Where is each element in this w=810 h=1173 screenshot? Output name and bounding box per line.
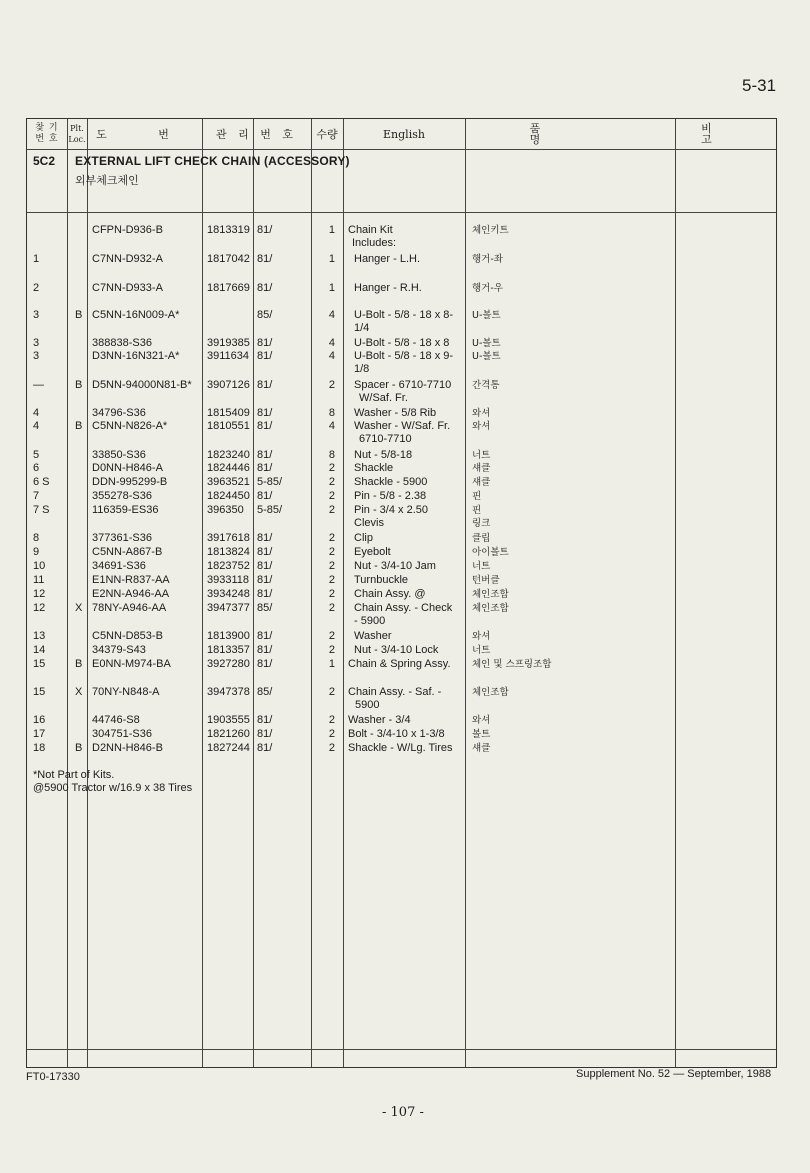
management-number: 1821260	[207, 728, 250, 740]
korean-name: 체인조합	[472, 589, 509, 600]
english-description: Clip	[354, 532, 373, 544]
model-code: 81/	[257, 253, 273, 265]
part-number: E2NN-A946-AA	[92, 588, 170, 600]
ref-no: —	[33, 379, 44, 391]
model-code: 81/	[257, 462, 273, 474]
model-code: 85/	[257, 686, 273, 698]
header-part-no: 도 번	[96, 127, 193, 141]
korean-name: 섀클	[472, 743, 491, 754]
page-number: 5-31	[742, 76, 777, 95]
footnotes	[33, 769, 192, 795]
part-number: D5NN-94000N81-B*	[92, 379, 192, 391]
management-number: 396350	[207, 504, 244, 516]
korean-name: 행거-우	[472, 283, 503, 294]
plt-loc: B	[75, 379, 83, 391]
english-description-cont: W/Saf. Fr.	[359, 392, 408, 404]
plt-loc: B	[75, 309, 83, 321]
footnote: @5900 Tractor w/16.9 x 38 Tires	[33, 782, 193, 794]
management-number: 1824450	[207, 490, 250, 502]
model-code: 85/	[257, 309, 273, 321]
quantity: 2	[328, 476, 335, 488]
model-code: 81/	[257, 560, 273, 572]
quantity: 2	[328, 714, 335, 726]
part-number: 377361-S36	[92, 532, 152, 544]
header-english: English	[383, 127, 425, 141]
model-code: 81/	[257, 714, 273, 726]
plt-loc: B	[75, 742, 83, 754]
management-number: 1824446	[207, 462, 250, 474]
model-code: 81/	[257, 658, 273, 670]
part-number: C5NN-N826-A*	[92, 420, 168, 432]
ref-no: 1	[33, 253, 40, 265]
quantity: 1	[328, 224, 335, 236]
korean-name: 체인키트	[472, 225, 509, 236]
quantity: 2	[328, 630, 335, 642]
part-number: D0NN-H846-A	[92, 462, 163, 474]
quantity: 4	[328, 309, 335, 321]
english-description-cont: 1/4	[354, 322, 370, 334]
quantity: 2	[328, 504, 335, 516]
ref-no: 15	[33, 658, 46, 670]
ref-no: 7	[33, 490, 40, 502]
management-number: 3947377	[207, 602, 250, 614]
quantity: 4	[328, 350, 335, 362]
english-description: U-Bolt - 5/8 - 18 x 8	[354, 337, 450, 349]
english-description-cont: 1/8	[354, 363, 370, 375]
ref-no: 6 S	[33, 476, 50, 488]
management-number: 1827244	[207, 742, 250, 754]
english-description: Washer - 3/4	[348, 714, 411, 726]
english-description: Pin - 3/4 x 2.50	[354, 504, 428, 516]
korean-name-cont: 링크	[472, 518, 491, 529]
section-title: EXTERNAL LIFT CHECK CHAIN (ACCESSORY)	[75, 154, 350, 168]
ref-no: 18	[33, 742, 46, 754]
plt-loc: B	[75, 420, 83, 432]
parts-table	[26, 118, 777, 1068]
korean-name: 아이볼트	[472, 547, 509, 558]
management-number: 3927280	[207, 658, 250, 670]
ref-no: 6	[33, 462, 40, 474]
header-mgmt-no: 관 리 번 호	[216, 127, 297, 141]
english-description-cont: - 5900	[354, 615, 386, 627]
model-code: 81/	[257, 282, 273, 294]
model-code: 5-85/	[257, 504, 283, 516]
korean-name: 와셔	[472, 408, 491, 419]
header-plt-loc: Plt. Loc.	[68, 124, 86, 144]
quantity: 4	[328, 337, 335, 349]
part-number: D2NN-H846-B	[92, 742, 163, 754]
management-number: 3911634	[207, 350, 250, 362]
english-description: Shackle - 5900	[354, 476, 428, 488]
ref-no: 13	[33, 630, 46, 642]
model-code: 5-85/	[257, 476, 283, 488]
korean-name: 섀클	[472, 463, 491, 474]
ref-no: 17	[33, 728, 46, 740]
model-code: 81/	[257, 644, 273, 656]
korean-name: 턴버클	[472, 575, 500, 586]
english-description: Nut - 3/4-10 Lock	[354, 644, 439, 656]
management-number: 3934248	[207, 588, 250, 600]
management-number: 1810551	[207, 420, 250, 432]
english-description: Washer - W/Saf. Fr.	[354, 420, 451, 432]
part-number: 44746-S8	[92, 714, 140, 726]
english-description: Hanger - L.H.	[354, 253, 421, 265]
section-korean-title: 외부체크체인	[75, 174, 139, 187]
english-description: Nut - 3/4-10 Jam	[354, 560, 436, 572]
management-number: 3933118	[207, 574, 250, 586]
korean-name: 너트	[472, 645, 491, 656]
korean-name: 체인 및 스프링조합	[472, 659, 552, 670]
plt-loc: X	[75, 686, 83, 698]
korean-name: 체인조합	[472, 603, 509, 614]
quantity: 8	[328, 407, 335, 419]
quantity: 2	[328, 574, 335, 586]
english-description: U-Bolt - 5/8 - 18 x 8-	[354, 309, 454, 321]
section-code: 5C2	[33, 154, 56, 168]
footnote: *Not Part of Kits.	[33, 769, 115, 781]
part-number: E1NN-R837-AA	[92, 574, 170, 586]
part-number: C7NN-D932-A	[92, 253, 163, 265]
footer-page-number: - 107 -	[382, 1105, 424, 1120]
quantity: 1	[328, 253, 335, 265]
model-code: 81/	[257, 630, 273, 642]
quantity: 2	[328, 546, 335, 558]
document-code: FT0-17330	[26, 1071, 80, 1083]
model-code: 81/	[257, 420, 273, 432]
part-number: 116359-ES36	[92, 504, 159, 516]
part-number: CFPN-D936-B	[92, 224, 163, 236]
management-number: 1813900	[207, 630, 250, 642]
quantity: 2	[328, 588, 335, 600]
management-number: 1903555	[207, 714, 250, 726]
ref-no: 9	[33, 546, 40, 558]
part-number: C5NN-A867-B	[92, 546, 163, 558]
header-remarks: 비 고	[701, 122, 752, 146]
ref-no: 4	[33, 420, 40, 432]
model-code: 81/	[257, 532, 273, 544]
korean-name: 행거-좌	[472, 254, 503, 265]
part-number: C5NN-16N009-A*	[92, 309, 180, 321]
quantity: 2	[328, 644, 335, 656]
model-code: 81/	[257, 728, 273, 740]
english-description: Nut - 5/8-18	[354, 449, 413, 461]
plt-loc: X	[75, 602, 83, 614]
model-code: 81/	[257, 379, 273, 391]
english-description: Spacer - 6710-7710	[354, 379, 452, 391]
part-number: C7NN-D933-A	[92, 282, 163, 294]
english-description: Pin - 5/8 - 2.38	[354, 490, 427, 502]
korean-name: U-볼트	[472, 351, 501, 362]
quantity: 1	[328, 658, 335, 670]
model-code: 81/	[257, 490, 273, 502]
management-number: 3919385	[207, 337, 250, 349]
korean-name: 핀	[472, 491, 482, 502]
korean-name: 간격통	[472, 380, 500, 391]
part-number: 34691-S36	[92, 560, 146, 572]
english-description: Eyebolt	[354, 546, 391, 558]
model-code: 81/	[257, 350, 273, 362]
part-number: C5NN-D853-B	[92, 630, 163, 642]
management-number: 3963521	[207, 476, 250, 488]
english-description: Chain & Spring Assy.	[348, 658, 451, 670]
management-number: 1815409	[207, 407, 250, 419]
korean-name: 와셔	[472, 421, 491, 432]
english-description: Bolt - 3/4-10 x 1-3/8	[348, 728, 445, 740]
quantity: 2	[328, 532, 335, 544]
management-number: 3907126	[207, 379, 250, 391]
english-description-cont: Includes:	[352, 237, 397, 249]
quantity: 4	[328, 420, 335, 432]
ref-no: 2	[33, 282, 40, 294]
management-number: 1817042	[207, 253, 250, 265]
korean-name: U-볼트	[472, 310, 501, 321]
model-code: 81/	[257, 224, 273, 236]
ref-no: 15	[33, 686, 46, 698]
korean-name: 와셔	[472, 715, 491, 726]
part-number: 34379-S43	[92, 644, 146, 656]
english-description: U-Bolt - 5/8 - 18 x 9-	[354, 350, 454, 362]
english-description: Washer - 5/8 Rib	[354, 407, 437, 419]
quantity: 2	[328, 560, 335, 572]
korean-name: 체인조합	[472, 687, 509, 698]
model-code: 81/	[257, 546, 273, 558]
english-description: Chain Kit	[348, 224, 393, 236]
korean-name: 와셔	[472, 631, 491, 642]
english-description: Hanger - R.H.	[354, 282, 422, 294]
english-description: Washer	[354, 630, 392, 642]
quantity: 2	[328, 602, 335, 614]
english-description: Shackle	[354, 462, 394, 474]
quantity: 1	[328, 282, 335, 294]
korean-name: 섀클	[472, 477, 491, 488]
model-code: 81/	[257, 449, 273, 461]
ref-no: 12	[33, 602, 46, 614]
quantity: 2	[328, 379, 335, 391]
model-code: 81/	[257, 588, 273, 600]
quantity: 2	[328, 742, 335, 754]
ref-no: 5	[33, 449, 40, 461]
model-code: 85/	[257, 602, 273, 614]
part-number: 355278-S36	[92, 490, 152, 502]
quantity: 2	[328, 462, 335, 474]
management-number: 1817669	[207, 282, 250, 294]
korean-name: 핀	[472, 505, 482, 516]
management-number: 3947378	[207, 686, 250, 698]
part-number: E0NN-M974-BA	[92, 658, 171, 670]
ref-no: 4	[33, 407, 40, 419]
part-number: 78NY-A946-AA	[92, 602, 167, 614]
ref-no: 12	[33, 588, 46, 600]
ref-no: 8	[33, 532, 40, 544]
english-description-cont: 6710-7710	[359, 433, 412, 445]
management-number: 1823752	[207, 560, 250, 572]
english-description: Chain Assy. - Saf. -	[348, 686, 442, 698]
part-number: D3NN-16N321-A*	[92, 350, 180, 362]
plt-loc: B	[75, 658, 83, 670]
management-number: 1823240	[207, 449, 250, 461]
english-description: Chain Assy. @	[354, 588, 426, 600]
ref-no: 14	[33, 644, 46, 656]
quantity: 2	[328, 728, 335, 740]
english-description-cont: Clevis	[354, 517, 384, 529]
ref-no: 16	[33, 714, 46, 726]
model-code: 81/	[257, 337, 273, 349]
part-number: 33850-S36	[92, 449, 146, 461]
model-code: 81/	[257, 574, 273, 586]
header-ref-no: 찾 기 번 호	[35, 123, 59, 144]
header-korean-name: 품 명	[529, 122, 611, 146]
korean-name: 너트	[472, 450, 491, 461]
quantity: 8	[328, 449, 335, 461]
part-number: 34796-S36	[92, 407, 146, 419]
ref-no: 3	[33, 309, 40, 321]
quantity: 2	[328, 490, 335, 502]
ref-no: 10	[33, 560, 46, 572]
quantity: 2	[328, 686, 335, 698]
part-number: DDN-995299-B	[92, 476, 168, 488]
management-number: 1813824	[207, 546, 250, 558]
model-code: 81/	[257, 407, 273, 419]
ref-no: 11	[33, 574, 45, 586]
korean-name: 너트	[472, 561, 491, 572]
header-qty: 수량	[316, 127, 338, 141]
korean-name: 볼트	[472, 729, 491, 740]
english-description: Chain Assy. - Check	[354, 602, 453, 614]
ref-no: 3	[33, 350, 40, 362]
part-number: 304751-S36	[92, 728, 152, 740]
korean-name: U-볼트	[472, 338, 501, 349]
ref-no: 3	[33, 337, 40, 349]
part-number: 388838-S36	[92, 337, 152, 349]
english-description: Shackle - W/Lg. Tires	[348, 742, 453, 754]
ref-no: 7 S	[33, 504, 50, 516]
english-description-cont: 5900	[355, 699, 380, 711]
supplement-info: Supplement No. 52 — September, 1988	[576, 1068, 772, 1080]
management-number: 1813319	[207, 224, 250, 236]
management-number: 3917618	[207, 532, 250, 544]
english-description: Turnbuckle	[354, 574, 409, 586]
part-number: 70NY-N848-A	[92, 686, 160, 698]
korean-name: 클립	[472, 533, 491, 544]
model-code: 81/	[257, 742, 273, 754]
management-number: 1813357	[207, 644, 250, 656]
